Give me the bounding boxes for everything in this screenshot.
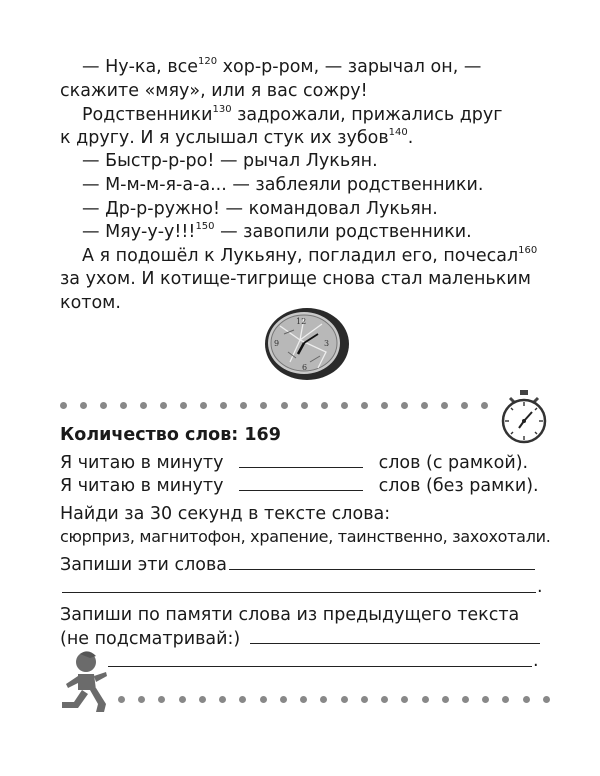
story-line: котом. [60, 293, 121, 313]
word-count-heading: Количество слов: 169 [60, 425, 281, 445]
answer-line[interactable] [250, 629, 540, 644]
write-words-task: Запиши эти слова [60, 554, 535, 576]
running-child-icon [56, 650, 112, 714]
svg-text:9: 9 [274, 339, 280, 348]
memory-task: Запиши по памяти слова из предыдущего текста [60, 605, 520, 625]
story-line: к другу. И я услышал стук их зубов$^{140}$. [60, 127, 414, 148]
period-mark: . [533, 651, 539, 671]
answer-line[interactable] [229, 555, 535, 570]
reading-speed-line: Я читаю в минуту слов (с рамкой). [60, 453, 529, 473]
story-line: — Мяу-у-у!!!$^{150}$ — завопили родственники. [82, 221, 472, 242]
svg-text:12: 12 [296, 317, 307, 326]
stopwatch-icon [496, 388, 552, 446]
story-line: за ухом. И котище-тигрище снова стал маленьким [60, 269, 531, 289]
story-line: — Быстр-р-ро! — рычал Лукьян. [82, 151, 378, 171]
dotted-separator [118, 696, 550, 703]
words-list: сюрприз, магнитофон, храпение, таинственно, захохотали. [60, 527, 551, 546]
reading-speed-line: Я читаю в минуту слов (без рамки). [60, 476, 539, 496]
story-line: Родственники$^{130}$ задрожали, прижались друг [82, 104, 503, 125]
clock-illustration [260, 304, 352, 382]
story-line: А я подошёл к Лукьяну, погладил его, почесал$^{160}$ [82, 245, 538, 266]
dotted-separator [60, 402, 488, 409]
period-mark: . [537, 577, 543, 597]
svg-text:6: 6 [302, 363, 308, 372]
story-line: скажите «мяу», или я вас сожру! [60, 81, 368, 101]
story-line: — Др-р-ружно! — командовал Лукьян. [82, 199, 438, 219]
memory-task: (не подсматривай:) [60, 628, 540, 650]
story-line: — Ну-ка, все$^{120}$ хор-р-ром, — зарычал он, — [82, 56, 482, 77]
find-words-task: Найди за 30 секунд в тексте слова: [60, 504, 391, 524]
story-line: — М-м-м-я-а-а... — заблеяли родственники. [82, 175, 484, 195]
answer-line[interactable] [62, 592, 536, 593]
reading-speed-blank[interactable] [239, 476, 363, 491]
reading-speed-blank[interactable] [239, 453, 363, 468]
answer-line[interactable] [108, 666, 532, 667]
svg-text:3: 3 [324, 339, 330, 348]
